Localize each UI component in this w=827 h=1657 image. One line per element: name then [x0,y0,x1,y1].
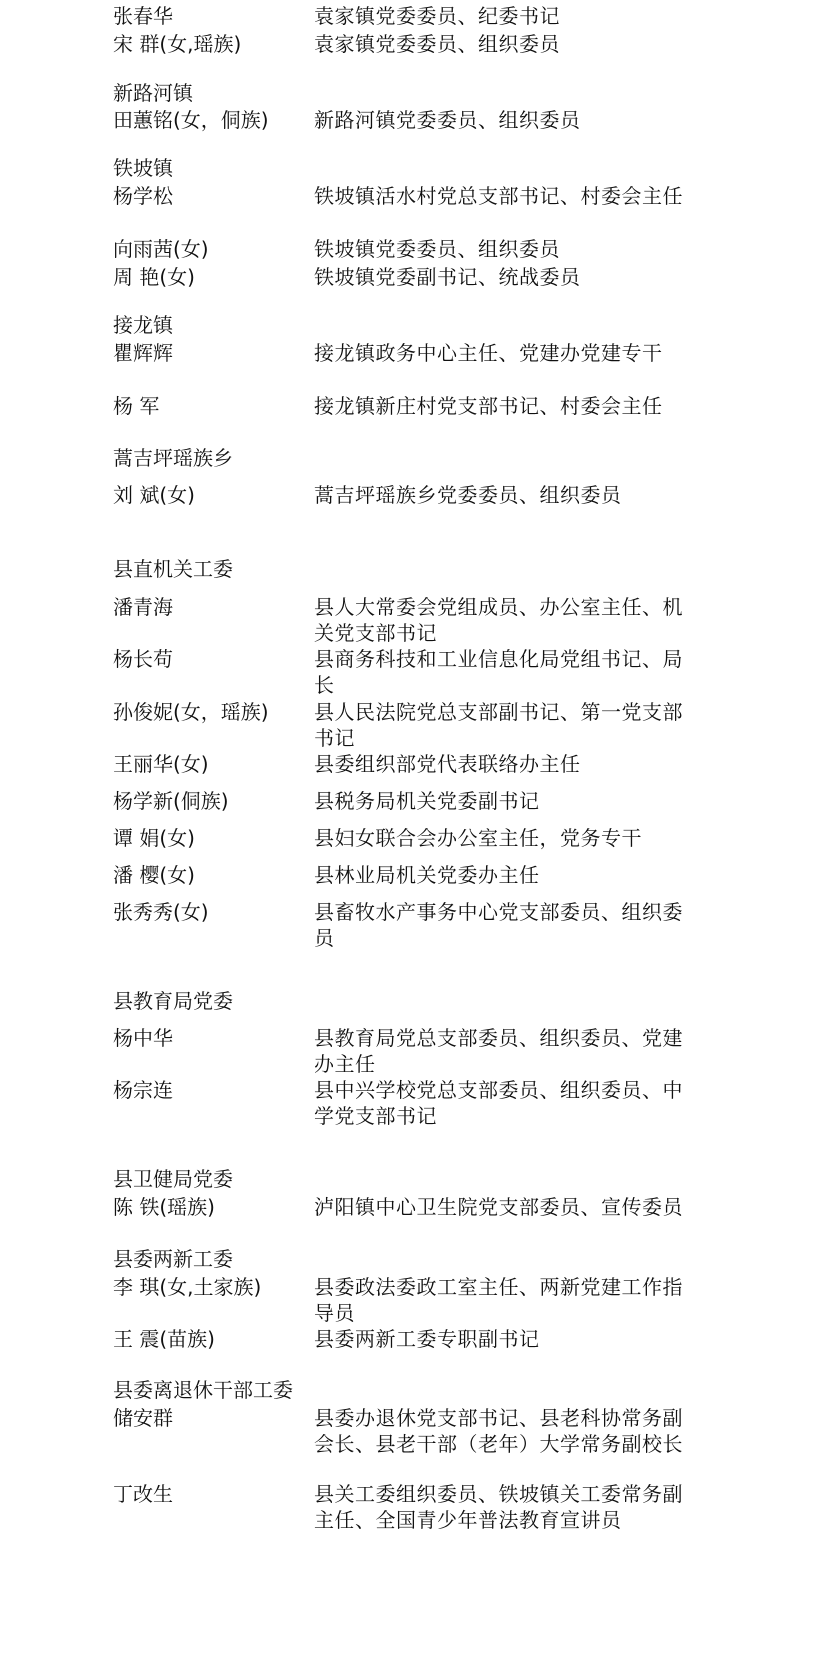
member-title: 县中兴学校党总支部委员、组织委员、中学党支部书记 [314,1078,683,1128]
member-name: 王 震(苗族) [113,1327,215,1351]
section-heading: 县教育局党委 [113,989,233,1013]
member-title: 铁坡镇活水村党总支部书记、村委会主任 [314,184,683,208]
section-heading: 县委离退休干部工委 [113,1378,293,1402]
member-name: 杨 军 [113,394,160,418]
member-title: 县委两新工委专职副书记 [314,1327,540,1351]
member-name: 潘青海 [113,595,173,619]
member-title: 泸阳镇中心卫生院党支部委员、宣传委员 [314,1195,683,1219]
member-title: 县税务局机关党委副书记 [314,789,540,813]
member-name: 向雨茜(女) [113,237,209,261]
member-name: 潘 樱(女) [113,863,195,887]
member-title: 袁家镇党委委员、组织委员 [314,32,560,56]
member-name: 杨学新(侗族) [113,789,229,813]
section-heading: 县直机关工委 [113,557,233,581]
member-name: 孙俊妮(女，瑶族) [113,700,269,724]
member-title: 铁坡镇党委委员、组织委员 [314,237,560,261]
member-name: 陈 铁(瑶族) [113,1195,215,1219]
member-name: 张春华 [113,4,173,28]
member-name: 张秀秀(女) [113,900,209,924]
member-title: 县委政法委政工室主任、两新党建工作指导员 [314,1275,683,1325]
member-title: 县人大常委会党组成员、办公室主任、机关党支部书记 [314,595,683,645]
member-name: 谭 娟(女) [113,826,195,850]
member-title: 县教育局党总支部委员、组织委员、党建办主任 [314,1026,683,1076]
member-title: 县委办退休党支部书记、县老科协常务副会长、县老干部（老年）大学常务副校长 [314,1406,683,1456]
member-title: 袁家镇党委委员、纪委书记 [314,4,560,28]
member-name: 杨中华 [113,1026,173,1050]
member-name: 瞿辉辉 [113,341,173,365]
member-name: 储安群 [113,1406,173,1430]
member-name: 田蕙铭(女，侗族) [113,108,269,132]
member-title: 县商务科技和工业信息化局党组书记、局长 [314,647,683,697]
member-name: 杨学松 [113,184,173,208]
member-title: 县关工委组织委员、铁坡镇关工委常务副主任、全国青少年普法教育宣讲员 [314,1482,683,1532]
section-heading: 蒿吉坪瑶族乡 [113,446,233,470]
member-title: 接龙镇新庄村党支部书记、村委会主任 [314,394,663,418]
member-name: 杨宗连 [113,1078,173,1102]
member-title: 蒿吉坪瑶族乡党委委员、组织委员 [314,483,622,507]
section-heading: 接龙镇 [113,313,173,337]
member-name: 宋 群(女,瑶族) [113,32,242,56]
section-heading: 县卫健局党委 [113,1167,233,1191]
section-heading: 县委两新工委 [113,1247,233,1271]
section-heading: 铁坡镇 [113,156,173,180]
member-title: 县林业局机关党委办主任 [314,863,540,887]
member-title: 接龙镇政务中心主任、党建办党建专干 [314,341,663,365]
member-name: 李 琪(女,土家族) [113,1275,262,1299]
member-title: 县妇女联合会办公室主任，党务专干 [314,826,642,850]
member-title: 铁坡镇党委副书记、统战委员 [314,265,581,289]
member-name: 丁改生 [113,1482,173,1506]
section-heading: 新路河镇 [113,81,193,105]
member-name: 刘 斌(女) [113,483,195,507]
member-name: 周 艳(女) [113,265,195,289]
member-name: 杨长苟 [113,647,173,671]
member-title: 新路河镇党委委员、组织委员 [314,108,581,132]
member-title: 县人民法院党总支部副书记、第一党支部书记 [314,700,683,750]
member-name: 王丽华(女) [113,752,209,776]
member-title: 县委组织部党代表联络办主任 [314,752,581,776]
member-title: 县畜牧水产事务中心党支部委员、组织委员 [314,900,683,950]
